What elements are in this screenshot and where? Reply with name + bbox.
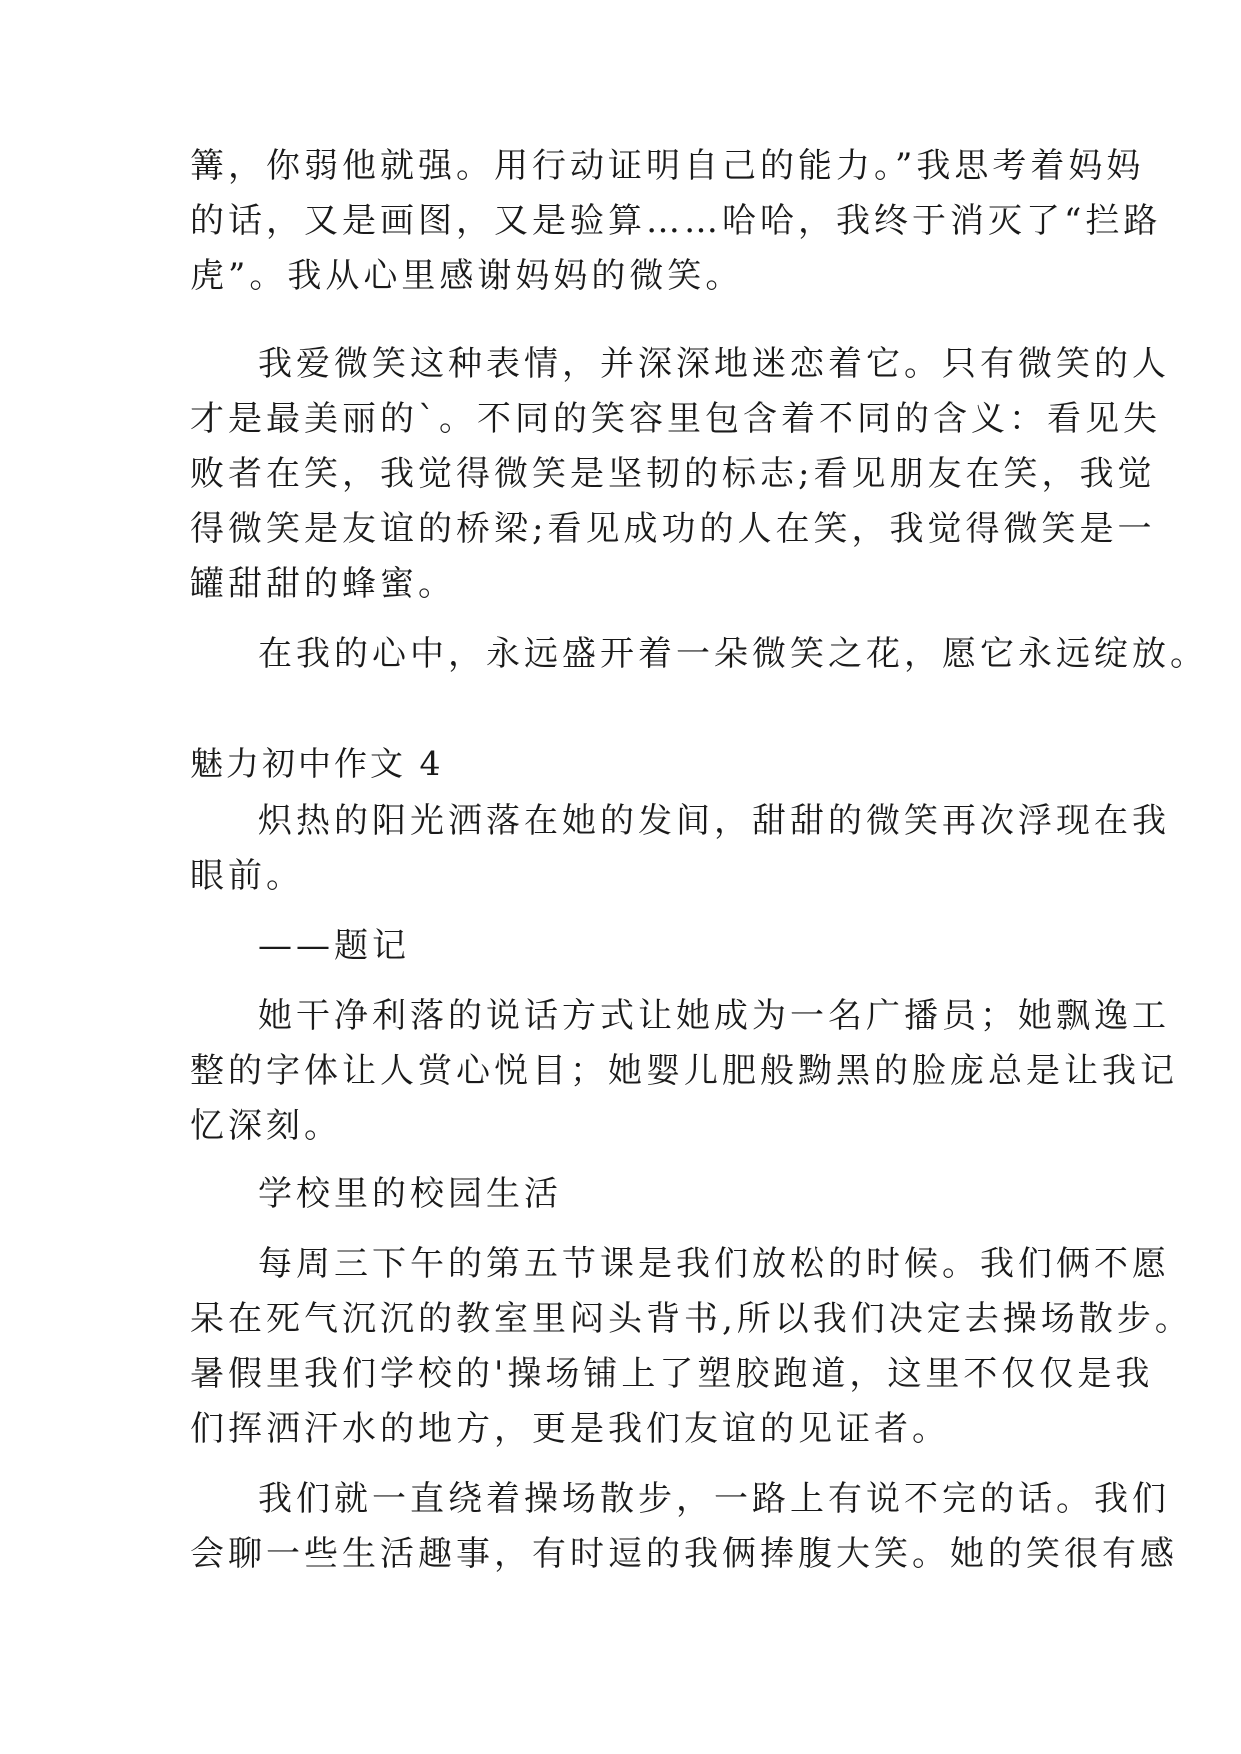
- text-line: 忆深刻。: [190, 1106, 342, 1146]
- text-line: 败者在笑，我觉得微笑是坚韧的标志;看见朋友在笑，我觉: [190, 454, 1156, 494]
- text-line: 她干净利落的说话方式让她成为一名广播员；她飘逸工: [258, 996, 1170, 1036]
- text-line: 才是最美丽的`。不同的笑容里包含着不同的含义：看见失: [190, 399, 1161, 439]
- text-line: 呆在死气沉沉的教室里闷头背书,所以我们决定去操场散步。: [190, 1299, 1193, 1339]
- text-line: 们挥洒汗水的地方，更是我们友谊的见证者。: [190, 1409, 950, 1449]
- text-line: 得微笑是友谊的桥梁;看见成功的人在笑，我觉得微笑是一: [190, 509, 1156, 549]
- text-line: 炽热的阳光洒落在她的发间，甜甜的微笑再次浮现在我: [258, 801, 1170, 841]
- text-line: 眼前。: [190, 856, 304, 896]
- text-line: 学校里的校园生活: [258, 1174, 562, 1214]
- text-line: 我爱微笑这种表情，并深深地迷恋着它。只有微笑的人: [258, 344, 1170, 384]
- text-line: 我们就一直绕着操场散步，一路上有说不完的话。我们: [258, 1479, 1170, 1519]
- text-line: ——题记: [258, 926, 410, 966]
- text-line: 暑假里我们学校的'操场铺上了塑胶跑道，这里不仅仅是我: [190, 1354, 1154, 1394]
- text-line: 整的字体让人赏心悦目；她婴儿肥般黝黑的脸庞总是让我记: [190, 1051, 1178, 1091]
- text-line: 的话，又是画图，又是验算……哈哈，我终于消灭了“拦路: [190, 201, 1162, 241]
- text-line: 篝，你弱他就强。用行动证明自己的能力。”我思考着妈妈: [190, 146, 1145, 186]
- text-line: 会聊一些生活趣事，有时逗的我俩捧腹大笑。她的笑很有感: [190, 1534, 1178, 1574]
- text-line: 罐甜甜的蜂蜜。: [190, 564, 456, 604]
- section-heading: 魅力初中作文 4: [190, 744, 444, 783]
- text-line: 每周三下午的第五节课是我们放松的时候。我们俩不愿: [258, 1244, 1170, 1284]
- text-line: 在我的心中，永远盛开着一朵微笑之花，愿它永远绽放。: [258, 634, 1208, 674]
- text-line: 虎”。我从心里感谢妈妈的微笑。: [190, 256, 744, 296]
